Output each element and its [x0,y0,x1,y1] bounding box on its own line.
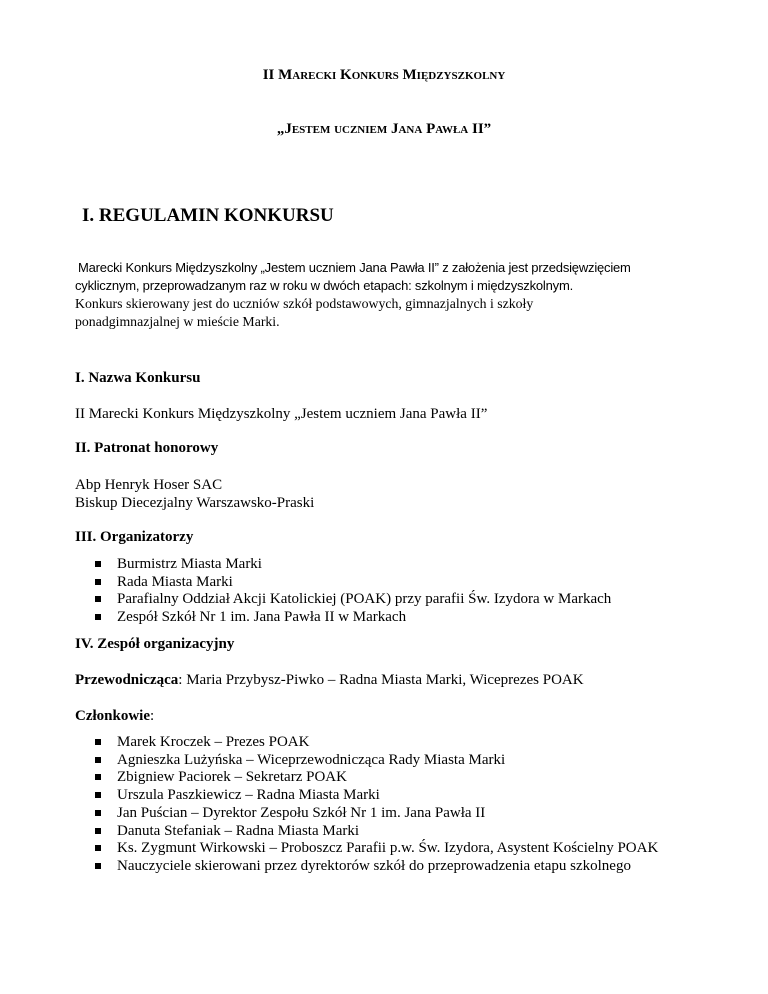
patronat-line-2: Biskup Diecezjalny Warszawsko-Praski [75,495,315,511]
section-heading: I. REGULAMIN KONKURSU [82,205,334,226]
nazwa-heading: I. Nazwa Konkursu [75,370,201,386]
patronat-heading: II. Patronat honorowy [75,440,219,456]
patronat-line-1: Abp Henryk Hoser SAC [75,477,223,493]
list-item: Burmistrz Miasta Marki [95,556,611,574]
list-item: Ks. Zygmunt Wirkowski – Proboszcz Parafii p.w. Św. Izydora, Asystent Kościelny POAK [95,840,658,858]
list-item: Danuta Stefaniak – Radna Miasta Marki [95,823,658,841]
list-item: Agnieszka Lużyńska – Wiceprzewodnicząca Rady Miasta Marki [95,752,658,770]
list-item: Parafialny Oddział Akcji Katolickiej (POAK) przy parafii Św. Izydora w Markach [95,591,611,609]
list-item: Marek Kroczek – Prezes POAK [95,734,658,752]
list-item: Zbigniew Paciorek – Sekretarz POAK [95,769,658,787]
chair-line [75,671,584,689]
intro-line-4: ponadgimnazjalnej w mieście Marki. [75,314,280,329]
list-item: Jan Puścian – Dyrektor Zespołu Szkół Nr 1 im. Jana Pawła II [95,805,658,823]
zespol-heading: IV. Zespół organizacyjny [75,636,235,652]
list-item: Rada Miasta Marki [95,574,611,592]
document-title: II Marecki Konkurs Międzyszkolny [262,67,506,83]
members-list [95,734,658,876]
chair-label: Przewodnicząca [75,672,179,688]
intro-line-3: Konkurs skierowany jest do uczniów szkół podstawowych, gimnazjalnych i szkoły [75,296,534,311]
members-line [75,707,154,725]
organizatorzy-list [95,556,611,627]
intro-paragraph [75,259,695,331]
members-label: Członkowie [75,708,150,724]
intro-line-2: cyklicznym, przeprowadzanym raz w roku w dwóch etapach: szkolnym i międzyszkolnym. [75,278,573,293]
list-item: Zespół Szkół Nr 1 im. Jana Pawła II w Markach [95,609,611,627]
list-item: Nauczyciele skierowani przez dyrektorów szkół do przeprowadzenia etapu szkolnego [95,858,658,876]
organizatorzy-heading: III. Organizatorzy [75,529,194,545]
document-subtitle: „Jestem uczniem Jana Pawła II” [276,121,492,137]
list-item: Urszula Paszkiewicz – Radna Miasta Marki [95,787,658,805]
members-colon: : [150,708,155,724]
nazwa-text: II Marecki Konkurs Międzyszkolny „Jestem uczniem Jana Pawła II” [75,406,488,422]
intro-line-1: Marecki Konkurs Międzyszkolny „Jestem uczniem Jana Pawła II” z założenia jest przedsięwzięciem [78,260,631,275]
chair-text: : Maria Przybysz-Piwko – Radna Miasta Marki, Wiceprezes POAK [178,672,584,688]
patronat-text [75,476,314,512]
